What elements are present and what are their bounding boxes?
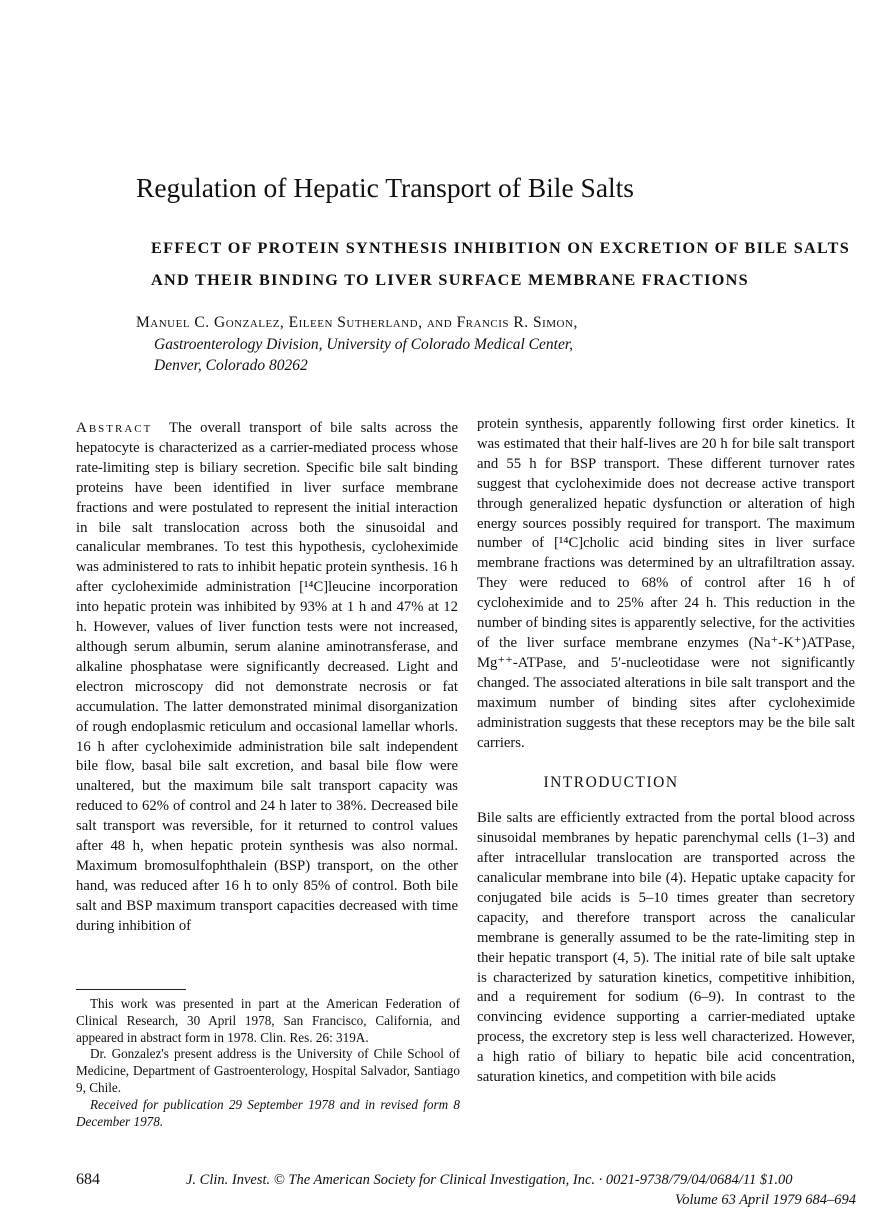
author-block (136, 312, 856, 377)
introduction-heading: INTRODUCTION (543, 774, 679, 792)
introduction-text: Bile salts are efficiently extracted from the portal blood across sinusoidal membranes by hepatic parenchymal cells (1–3) and after intracellular translocation are transported across the canalicular membrane into bile (4). Hepatic uptake capacity for conjugated bile acids is 5–10 times greater than secretory capacity, and therefore transport across the canalicular membrane is generally assumed to be the rate-limiting step in their hepatic transport (4, 5). The initial rate of bile salt uptake is characterized by saturation kinetics, competitive inhibition, and a requirement for sodium (6–9). In contrast to the convincing evidence supporting a carrier-mediated uptake process, the excretory step is less well characterized. However, a high ratio of biliary to hepatic bile acid concentration, saturation kinetics, and competition with bile acids (477, 810, 855, 1086)
footnote-presented: This work was presented in part at the American Federation of Clinical Research, 30 April 1978, San Francisco, California, and appeared in abstract form in 1978. Clin. Res. 26: 319A. (76, 996, 460, 1045)
page-subtitle: EFFECT OF PROTEIN SYNTHESIS INHIBITION ON EXCRETION OF BILE SALTS AND THEIR BINDING TO LIVER SURFACE MEMBRANE FRACTIONS (151, 239, 851, 289)
footnotes (76, 996, 460, 1130)
journal-citation: J. Clin. Invest. © The American Society for Clinical Investigation, Inc. · 0021-9738/79/04/0684/11 $1.00 (186, 1172, 793, 1188)
author-names: Manuel C. Gonzalez, Eileen Sutherland, and Francis R. Simon, (136, 314, 578, 331)
right-column (477, 415, 855, 1088)
footnote-address: Dr. Gonzalez's present address is the University of Chile School of Medicine, Department of Gastroenterology, Hospital Salvador, Santiago 9, Chile. (76, 1046, 460, 1095)
volume-citation: Volume 63 April 1979 684–694 (675, 1192, 856, 1208)
page-title: Regulation of Hepatic Transport of Bile Salts (136, 172, 635, 203)
abstract-paragraph (76, 419, 458, 937)
left-column (76, 419, 458, 937)
abstract-text-right: protein synthesis, apparently following first order kinetics. It was estimated that their half-lives are 20 h for bile salt transport and 55 h for BSP transport. These different turnover rates suggest that cycloheximide does not decrease active transport through generalized hepatic dysfunction or alteration of high energy sources possibly required for transport. The maximum number of [¹⁴C]cholic acid binding sites in liver surface membrane fractions was determined by an ultrafiltration assay. They were reduced to 68% of control after 16 h of cycloheximide and to 25% after 24 h. This reduction in the number of binding sites is apparently selective, for the activities of the liver surface membrane enzymes (Na⁺-K⁺)ATPase, Mg⁺⁺-ATPase, and 5′-nucleotidase were not significantly changed. The associated alterations in bile salt transport and the maximum number of binding sites after cycloheximide administration suggests that these receptors may be the bile salt carriers. (477, 416, 855, 751)
footnote-divider (76, 989, 186, 990)
affiliation-line-2: Denver, Colorado 80262 (154, 357, 308, 374)
affiliation-line-1: Gastroenterology Division, University of Colorado Medical Center, (154, 335, 574, 353)
abstract-label: Abstract (76, 420, 153, 436)
abstract-text-left: The overall transport of bile salts across the hepatocyte is characterized as a carrier-mediated process whose rate-limiting step is biliary secretion. Specific bile salt binding proteins have been identified in liver surface membrane fractions and were postulated to represent the initial interaction in bile salt translocation across both the sinusoidal and canalicular membranes. To test this hypothesis, cycloheximide was administered to rats to inhibit hepatic protein synthesis. 16 h after cycloheximide administration [¹⁴C]leucine incorporation into hepatic protein was inhibited by 93% at 1 h and 47% at 12 h. However, values of liver function tests were not increased, although serum albumin, serum alanine aminotransferase, and alkaline phosphatase were significantly decreased. Light and electron microscopy did not demonstrate necrosis or fat accumulation. The latter demonstrated minimal disorganization of rough endoplasmic reticulum and occasional lamellar whorls. 16 h after cycloheximide administration bile salt independent bile flow, basal bile salt excretion, and basal bile flow were unaltered, but the maximum bile salt transport capacity was reduced to 62% of control and 24 h later to 38%. Decreased bile salt transport was reversible, for it returned to control values after 48 h, when hepatic protein synthesis was also normal. Maximum bromosulfophthalein (BSP) transport, on the other hand, was reduced after 16 h to only 85% of control. Both bile salt and BSP maximum transport capacities decreased with time during inhibition of (76, 420, 458, 934)
page-number: 684 (76, 1171, 100, 1188)
footnote-received: Received for publication 29 September 1978 and in revised form 8 December 1978. (76, 1096, 460, 1129)
